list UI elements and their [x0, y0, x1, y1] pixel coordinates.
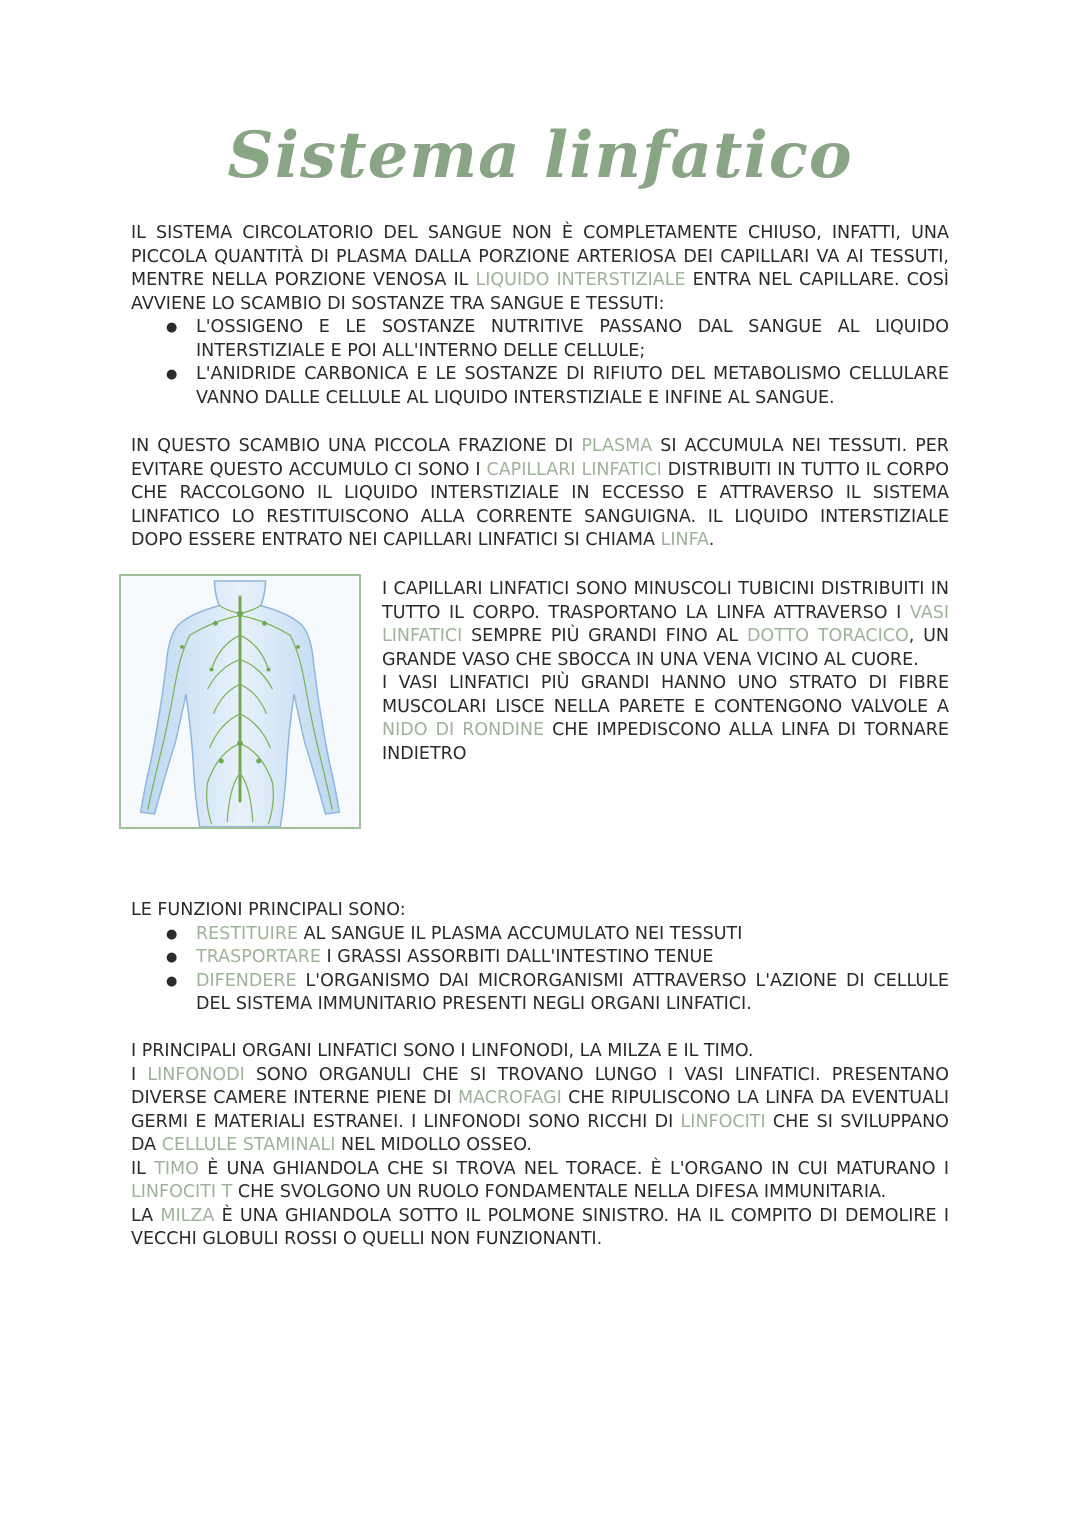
highlight-cellule-staminali: CELLULE STAMINALI — [161, 1135, 336, 1155]
organs-intro: I PRINCIPALI ORGANI LINFATICI SONO I LINFONODI, LA MILZA E IL TIMO. — [131, 1041, 754, 1061]
list-item — [196, 923, 949, 947]
functions-heading: LE FUNZIONI PRINCIPALI SONO: — [131, 900, 406, 920]
highlight-timo: TIMO — [154, 1158, 199, 1179]
function-text: L'ORGANISMO DAI MICRORGANISMI ATTRAVERSO L'AZIONE DI CELLULE DEL SISTEMA IMMUNITARIO PRESENTI NEGLI ORGANI LINFATICI. — [196, 970, 949, 1014]
exchange-text: DISTRIBUITI IN TUTTO IL CORPO CHE RACCOLGONO IL LIQUIDO INTERSTIZIALE IN ECCESSO E ATTRAVERSO IL SISTEMA LINFATICO LO RESTITUISCONO ALLA CORRENTE SANGUIGNA. IL LIQUIDO INTERSTIZIALE DOPO ESSERE ENTRATO NEI CAPILLARI LINFATICI SI CHIAMA — [131, 459, 949, 550]
intro-section — [131, 222, 949, 410]
highlight-vasi-linfatici: VASI LINFATICI — [382, 602, 949, 646]
intro-text: IL SISTEMA CIRCOLATORIO DEL SANGUE NON È COMPLETAMENTE CHIUSO, INFATTI, UNA PICCOLA QUANTITÀ DI PLASMA DALLA PORZIONE ARTERIOSA DEI CAPILLARI VA AI TESSUTI, MENTRE NELLA PORZIONE VENOSA IL — [131, 223, 949, 290]
linfonodi-paragraph — [131, 1064, 949, 1158]
highlight-nido-di-rondine: NIDO DI RONDINE — [382, 720, 545, 740]
side-paragraph-1 — [382, 578, 949, 672]
functions-list — [131, 923, 949, 1017]
side-text: SEMPRE PIÙ GRANDI FINO AL — [471, 626, 739, 646]
side-paragraph-2 — [382, 672, 949, 766]
intro-text-end: ENTRA NEL CAPILLARE. COSÌ AVVIENE LO SCAMBIO DI SOSTANZE TRA SANGUE E TESSUTI: — [131, 270, 949, 314]
organs-text: SONO ORGANULI CHE SI TROVANO LUNGO I VASI LINFATICI. PRESENTANO DIVERSE CAMERE INTERNE PIENE DI — [131, 1064, 949, 1108]
list-item — [196, 946, 949, 970]
highlight-plasma: PLASMA — [581, 436, 653, 456]
exchange-section — [131, 435, 949, 553]
page-title: Sistema linfatico — [227, 118, 853, 193]
organs-text: È UNA GHIANDOLA SOTTO IL POLMONE SINISTRO. HA IL COMPITO DI DEMOLIRE I VECCHI GLOBULI ROSSI O QUELLI NON FUNZIONANTI. — [131, 1205, 949, 1249]
timo-paragraph — [131, 1158, 949, 1205]
highlight-milza: MILZA — [160, 1205, 215, 1226]
organs-text: I — [131, 1064, 137, 1085]
exchange-list — [131, 316, 949, 410]
function-text: I GRASSI ASSORBITI DALL'INTESTINO TENUE — [326, 947, 714, 967]
highlight-linfonodi: LINFONODI — [147, 1064, 245, 1085]
exchange-paragraph — [131, 435, 949, 553]
exchange-text: . — [708, 530, 715, 550]
organs-text: NEL MIDOLLO OSSEO. — [341, 1135, 532, 1155]
body-lymph-icon — [121, 576, 359, 827]
exchange-text: IN QUESTO SCAMBIO UNA PICCOLA FRAZIONE DI — [131, 436, 574, 456]
highlight-restituire: RESTITUIRE — [196, 923, 299, 944]
milza-paragraph — [131, 1205, 949, 1252]
functions-section — [131, 899, 949, 1017]
intro-paragraph — [131, 222, 949, 316]
organs-text: È UNA GHIANDOLA CHE SI TROVA NEL TORACE. È L'ORGANO IN CUI MATURANO I — [207, 1158, 949, 1179]
organs-text: CHE RIPULISCONO LA LINFA DA EVENTUALI GERMI E MATERIALI ESTRANEI. I LINFONODI SONO RICCHI DI — [131, 1088, 949, 1132]
highlight-dotto-toracico: DOTTO TORACICO — [746, 626, 909, 646]
list-item: ● L'ANIDRIDE CARBONICA E LE SOSTANZE DI RIFIUTO DEL METABOLISMO CELLULARE VANNO DALLE CELLULE AL LIQUIDO INTERSTIZIALE E INFINE AL SANGUE. — [196, 363, 949, 410]
highlight-linfociti: LINFOCITI — [680, 1111, 766, 1132]
side-text: I CAPILLARI LINFATICI SONO MINUSCOLI TUBICINI DISTRIBUITI IN TUTTO IL CORPO. TRASPORTANO LA LINFA ATTRAVERSO I — [382, 579, 949, 623]
highlight-macrofagi: MACROFAGI — [458, 1088, 562, 1108]
highlight-capillari-linfatici: CAPILLARI LINFATICI — [486, 459, 662, 480]
side-text: , UN GRANDE VASO CHE SBOCCA IN UNA VENA VICINO AL CUORE. — [382, 626, 949, 670]
lymph-vessels-section — [382, 578, 949, 766]
organs-text: IL — [131, 1158, 146, 1179]
side-text: I VASI LINFATICI PIÙ GRANDI HANNO UNO STRATO DI FIBRE MUSCOLARI LISCE NELLA PARETE E CONTENGONO VALVOLE A — [382, 673, 949, 717]
exchange-text: SI ACCUMULA NEI TESSUTI. PER EVITARE QUESTO ACCUMULO CI SONO I — [131, 436, 949, 480]
list-item: ● L'OSSIGENO E LE SOSTANZE NUTRITIVE PASSANO DAL SANGUE AL LIQUIDO INTERSTIZIALE E POI ALL'INTERNO DELLE CELLULE; — [196, 316, 949, 363]
highlight-trasportare: TRASPORTARE — [196, 947, 321, 967]
organs-text: CHE SI SVILUPPANO DA — [131, 1111, 949, 1155]
list-item — [196, 970, 949, 1017]
function-text: AL SANGUE IL PLASMA ACCUMULATO NEI TESSUTI — [303, 923, 743, 944]
highlight-linfa: LINFA — [660, 530, 709, 550]
organs-text: CHE SVOLGONO UN RUOLO FONDAMENTALE NELLA DIFESA IMMUNITARIA. — [237, 1182, 887, 1202]
highlight-linfociti-t: LINFOCITI T — [131, 1182, 233, 1202]
organs-section — [131, 1040, 949, 1252]
highlight-liquido-interstiziale: LIQUIDO INTERSTIZIALE — [475, 270, 686, 290]
lymphatic-system-illustration — [119, 574, 361, 829]
highlight-difendere: DIFENDERE — [196, 970, 297, 991]
organs-text: LA — [131, 1205, 154, 1226]
side-text: CHE IMPEDISCONO ALLA LINFA DI TORNARE INDIETRO — [382, 720, 949, 764]
